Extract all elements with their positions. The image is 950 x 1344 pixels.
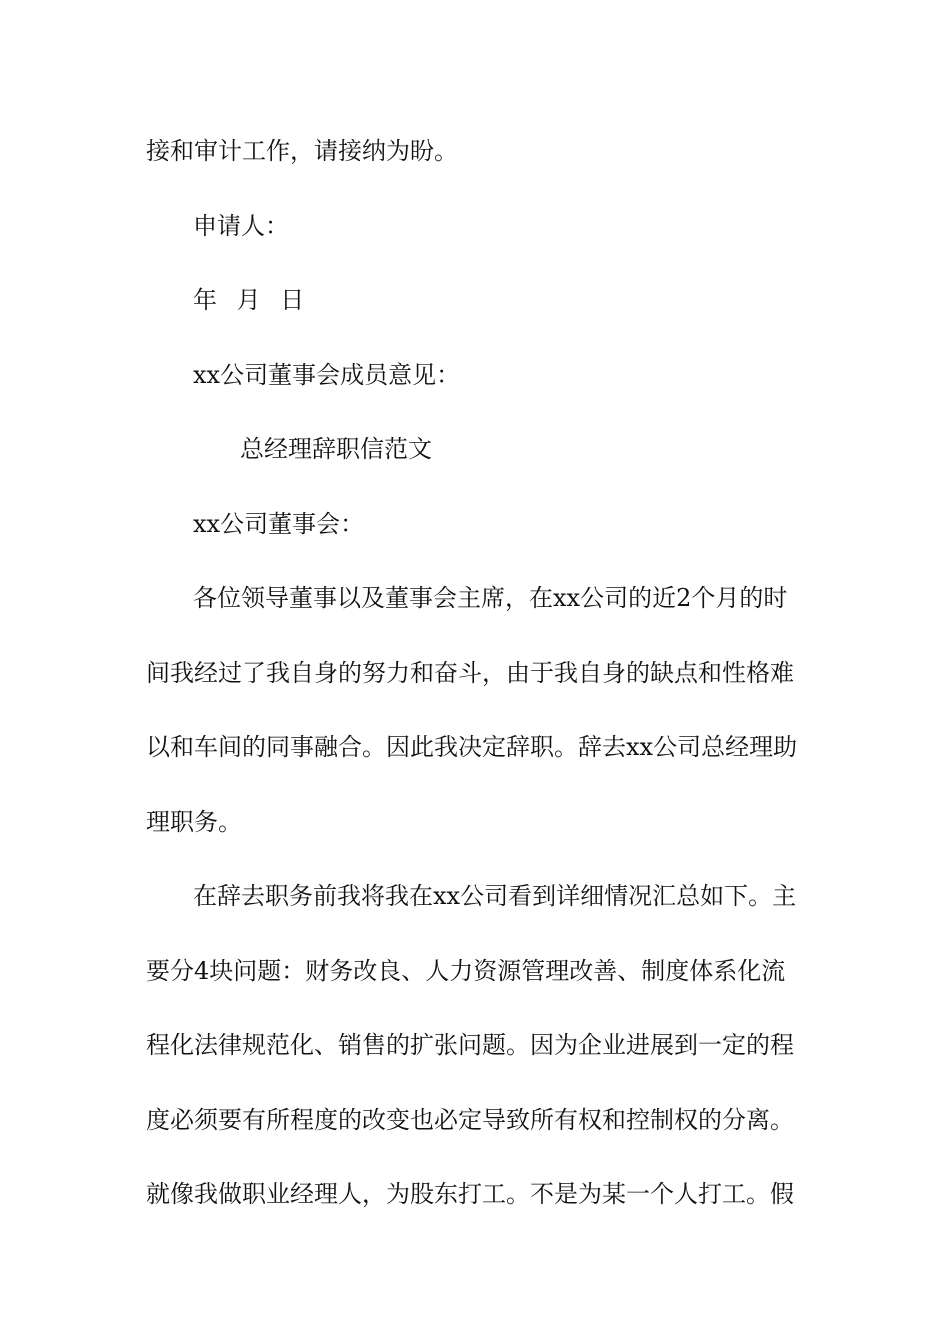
paragraph-line: 度必须要有所程度的改变也必定导致所有权和控制权的分离。 (146, 1106, 794, 1134)
paragraph-line: 要分4块问题：财务改良、人力资源管理改善、制度体系化流 (146, 957, 786, 985)
paragraph-line: 理职务。 (146, 808, 242, 836)
paragraph-line: 各位领导董事以及董事会主席，在xx公司的近2个月的时 (193, 584, 788, 612)
applicant-label: 申请人： (193, 212, 289, 240)
paragraph-line: 间我经过了我自身的努力和奋斗，由于我自身的缺点和性格难 (146, 659, 794, 687)
paragraph-line: 程化法律规范化、销售的扩张问题。因为企业进展到一定的程 (146, 1031, 794, 1059)
board-opinion-label: xx公司董事会成员意见： (193, 361, 461, 389)
paragraph-line: 就像我做职业经理人，为股东打工。不是为某一个人打工。假 (146, 1180, 794, 1208)
date-line: 年 月 日 (193, 286, 311, 314)
text-line: 接和审计工作，请接纳为盼。 (146, 137, 458, 165)
paragraph-line: 在辞去职务前我将我在xx公司看到详细情况汇总如下。主 (193, 882, 797, 910)
paragraph-line: 以和车间的同事融合。因此我决定辞职。辞去xx公司总经理助 (146, 733, 798, 761)
document-title: 总经理辞职信范文 (240, 435, 432, 463)
salutation: xx公司董事会： (193, 510, 365, 538)
